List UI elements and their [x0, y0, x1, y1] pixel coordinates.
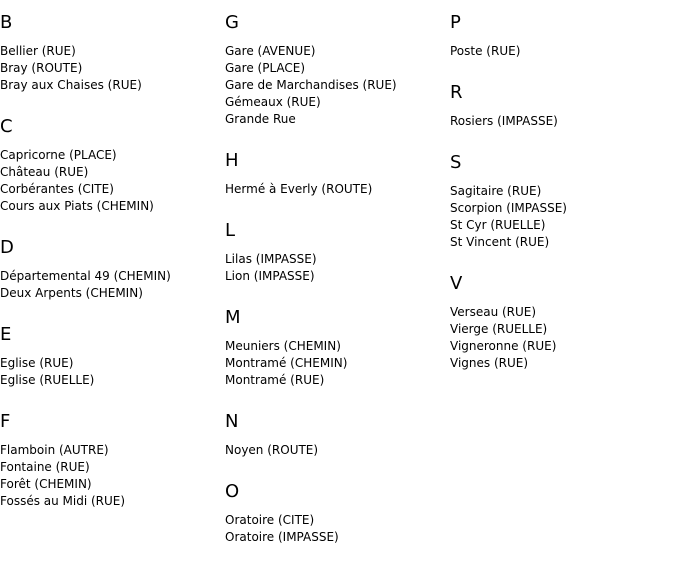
- letter-heading: H: [225, 150, 239, 171]
- street-list: [0, 43, 220, 94]
- street-list: [0, 442, 220, 510]
- street-list: [450, 304, 670, 372]
- letter-heading: E: [0, 324, 12, 345]
- index-column-3: [450, 12, 670, 372]
- street-list: [225, 512, 445, 546]
- street-link[interactable]: Meuniers (CHEMIN): [225, 339, 341, 353]
- letter-group-r: [450, 82, 670, 130]
- letter-group-g: [225, 12, 445, 128]
- street-link[interactable]: Cours aux Piats (CHEMIN): [0, 199, 154, 213]
- letter-group-v: [450, 273, 670, 372]
- letter-heading: S: [450, 152, 462, 173]
- letter-heading: D: [0, 237, 14, 258]
- letter-group-p: [450, 12, 670, 60]
- letter-group-s: [450, 152, 670, 251]
- street-link[interactable]: Vierge (RUELLE): [450, 322, 548, 336]
- street-link[interactable]: Lion (IMPASSE): [225, 269, 315, 283]
- letter-heading: O: [225, 481, 240, 502]
- street-link[interactable]: Sagitaire (RUE): [450, 184, 542, 198]
- group-spacer: [225, 389, 445, 411]
- street-list: [0, 268, 220, 302]
- street-link[interactable]: Forêt (CHEMIN): [0, 477, 92, 491]
- street-list: [0, 355, 220, 389]
- street-link[interactable]: Montramé (RUE): [225, 373, 325, 387]
- letter-group-o: [225, 481, 445, 546]
- street-list: [450, 43, 670, 60]
- street-link[interactable]: Capricorne (PLACE): [0, 148, 117, 162]
- street-link[interactable]: Poste (RUE): [450, 44, 521, 58]
- street-link[interactable]: Lilas (IMPASSE): [225, 252, 317, 266]
- street-link[interactable]: Oratoire (CITE): [225, 513, 315, 527]
- group-spacer: [0, 215, 220, 237]
- street-list: [225, 338, 445, 389]
- group-spacer: [225, 198, 445, 220]
- street-link[interactable]: Vigneronne (RUE): [450, 339, 557, 353]
- street-link[interactable]: Vignes (RUE): [450, 356, 529, 370]
- street-link[interactable]: Rosiers (IMPASSE): [450, 114, 558, 128]
- street-list: [225, 43, 445, 128]
- street-link[interactable]: St Cyr (RUELLE): [450, 218, 546, 232]
- letter-group-l: [225, 220, 445, 285]
- street-link[interactable]: Gare de Marchandises (RUE): [225, 78, 397, 92]
- street-link[interactable]: Bellier (RUE): [0, 44, 76, 58]
- street-link[interactable]: Noyen (ROUTE): [225, 443, 319, 457]
- street-link[interactable]: Grande Rue: [225, 112, 296, 126]
- street-link[interactable]: Flamboin (AUTRE): [0, 443, 109, 457]
- street-link[interactable]: Fontaine (RUE): [0, 460, 90, 474]
- letter-group-f: [0, 411, 220, 510]
- street-list: [450, 183, 670, 251]
- group-spacer: [450, 60, 670, 82]
- street-link[interactable]: Oratoire (IMPASSE): [225, 530, 339, 544]
- street-link[interactable]: Hermé à Everly (ROUTE): [225, 182, 373, 196]
- street-link[interactable]: Montramé (CHEMIN): [225, 356, 348, 370]
- street-link[interactable]: Gare (PLACE): [225, 61, 306, 75]
- letter-heading: N: [225, 411, 239, 432]
- letter-group-c: [0, 116, 220, 215]
- group-spacer: [0, 302, 220, 324]
- street-link[interactable]: Bray (ROUTE): [0, 61, 83, 75]
- letter-heading: G: [225, 12, 239, 33]
- street-link[interactable]: Gare (AVENUE): [225, 44, 316, 58]
- group-spacer: [225, 285, 445, 307]
- letter-group-d: [0, 237, 220, 302]
- street-list: [450, 113, 670, 130]
- index-column-1: [0, 12, 220, 510]
- letter-group-h: [225, 150, 445, 198]
- group-spacer: [450, 251, 670, 273]
- street-list: [225, 251, 445, 285]
- street-link[interactable]: Scorpion (IMPASSE): [450, 201, 567, 215]
- letter-heading: B: [0, 12, 13, 33]
- letter-heading: P: [450, 12, 461, 33]
- letter-group-e: [0, 324, 220, 389]
- street-link[interactable]: Corbérantes (CITE): [0, 182, 114, 196]
- street-link[interactable]: Deux Arpents (CHEMIN): [0, 286, 143, 300]
- group-spacer: [0, 94, 220, 116]
- letter-heading: R: [450, 82, 463, 103]
- letter-heading: V: [450, 273, 463, 294]
- street-link[interactable]: Départemental 49 (CHEMIN): [0, 269, 171, 283]
- street-list: [0, 147, 220, 215]
- street-link[interactable]: Château (RUE): [0, 165, 89, 179]
- letter-group-n: [225, 411, 445, 459]
- letter-heading: L: [225, 220, 236, 241]
- street-list: [225, 442, 445, 459]
- street-link[interactable]: Eglise (RUE): [0, 356, 74, 370]
- street-link[interactable]: Eglise (RUELLE): [0, 373, 95, 387]
- index-column-2: [225, 12, 445, 546]
- letter-group-m: [225, 307, 445, 389]
- street-link[interactable]: Verseau (RUE): [450, 305, 537, 319]
- street-link[interactable]: Bray aux Chaises (RUE): [0, 78, 142, 92]
- street-link[interactable]: Fossés au Midi (RUE): [0, 494, 126, 508]
- street-link[interactable]: Gémeaux (RUE): [225, 95, 321, 109]
- group-spacer: [225, 459, 445, 481]
- street-link[interactable]: St Vincent (RUE): [450, 235, 550, 249]
- letter-heading: M: [225, 307, 241, 328]
- letter-heading: F: [0, 411, 11, 432]
- street-list: [225, 181, 445, 198]
- letter-heading: C: [0, 116, 13, 137]
- group-spacer: [450, 130, 670, 152]
- group-spacer: [0, 389, 220, 411]
- group-spacer: [225, 128, 445, 150]
- letter-group-b: [0, 12, 220, 94]
